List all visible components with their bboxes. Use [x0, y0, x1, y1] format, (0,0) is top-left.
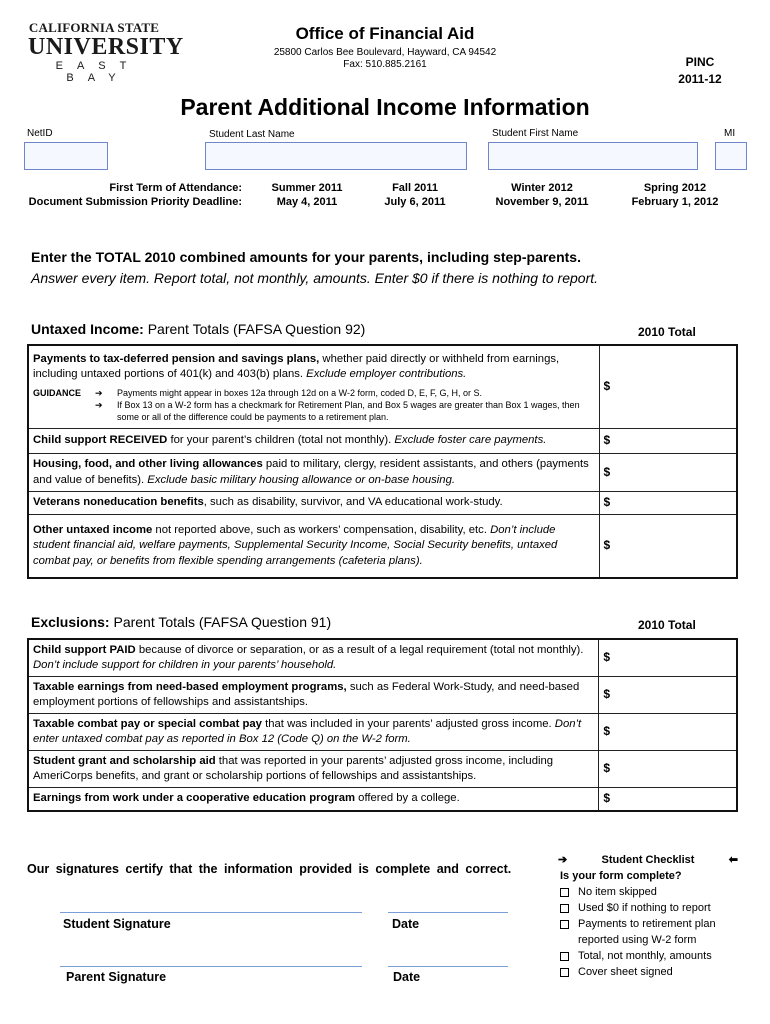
- row-bold: Child support PAID: [33, 643, 136, 656]
- row-description: [28, 345, 599, 429]
- row-description: [28, 639, 599, 677]
- certification-statement: Our signatures certify that the information provided is complete and correct.: [27, 862, 512, 876]
- row-bold: Payments to tax-deferred pension and savings plans,: [33, 352, 320, 365]
- term-name: Summer 2011: [271, 182, 343, 194]
- parent-signature-label: Parent Signature: [66, 970, 167, 984]
- row-text: that was included in your parents’ adjusted gross income.: [261, 717, 552, 730]
- mi-label: MI: [724, 128, 736, 139]
- instructions-line-1: Enter the TOTAL 2010 combined amounts for your parents, including step-parents.: [31, 249, 581, 265]
- checklist-item[interactable]: [558, 916, 738, 948]
- fax-line: Fax: 510.885.2161: [343, 59, 427, 70]
- table-row: [28, 677, 737, 714]
- amount-field[interactable]: $: [599, 677, 737, 714]
- term-summer: [252, 181, 362, 209]
- checklist-header: [558, 852, 738, 868]
- checklist-item-label: Cover sheet signed: [578, 966, 673, 978]
- row-italic: Don’t enter untaxed combat pay as reported in Box 12 (Code Q) on the W-2 form.: [33, 717, 582, 745]
- row-description: [28, 429, 599, 454]
- checklist-item-label: Total, not monthly, amounts: [578, 950, 712, 962]
- amount-field[interactable]: $: [599, 429, 737, 454]
- row-description: [28, 677, 599, 714]
- term-fall: [360, 181, 470, 209]
- checkbox-icon[interactable]: [560, 888, 569, 897]
- exclusions-table: [27, 638, 738, 812]
- checklist-question: Is your form complete?: [560, 870, 682, 882]
- parent-date-line[interactable]: [388, 966, 508, 967]
- amount-field[interactable]: $: [599, 492, 737, 515]
- row-text: that was reported in your parents’ adjusted gross income, including AmeriCorps benefits, and grant or scholarship portions of fellowships and assistantships.: [33, 754, 554, 782]
- term-labels: [20, 181, 242, 209]
- row-italic: Exclude basic military housing allowance or on-base housing.: [144, 473, 456, 486]
- guidance-block: [33, 387, 595, 423]
- row-bold: Other untaxed income: [33, 523, 153, 536]
- row-text: whether paid directly or withheld from earnings, including untaxed portions of 401(k) and 403(b) plans.: [33, 352, 560, 380]
- form-code-name: PINC: [685, 55, 715, 69]
- row-text: paid to military, clergy, resident assistants, and others (payments and value of benefits).: [33, 458, 589, 486]
- amount-field[interactable]: $: [599, 714, 737, 751]
- form-code: [660, 54, 740, 88]
- checklist-item-label: Used $0 if nothing to report: [578, 902, 711, 914]
- guidance-arrow-icons: ➔ ➔: [95, 387, 103, 410]
- untaxed-heading: [31, 321, 365, 337]
- row-description: [28, 788, 599, 812]
- term-name: Winter 2012: [511, 182, 573, 194]
- row-text: because of divorce or separation, or as a result of a legal requirement (total not monthly).: [135, 643, 584, 656]
- row-italic: Don’t include support for children in your parents’ household.: [33, 659, 337, 671]
- checkbox-icon[interactable]: [560, 920, 569, 929]
- guidance-line-2: If Box 13 on a W-2 form has a checkmark for Retirement Plan, and Box 5 wages are greater than Box 1 wages, then some or all of the difference could be payments to a retirement plan.: [117, 399, 580, 422]
- table-row: [28, 345, 737, 429]
- exclusions-heading: [31, 614, 331, 630]
- checkbox-icon[interactable]: [560, 904, 569, 913]
- logo-line-3: EAST BAY: [55, 60, 141, 84]
- amount-field[interactable]: $: [599, 515, 737, 579]
- exclusions-heading-bold: Exclusions:: [31, 614, 110, 630]
- student-signature-line[interactable]: [60, 912, 362, 913]
- address-line: 25800 Carlos Bee Boulevard, Hayward, CA 94542: [273, 47, 497, 58]
- table-row: [28, 429, 737, 454]
- row-bold: Student grant and scholarship aid: [33, 754, 216, 767]
- row-description: [28, 454, 599, 492]
- row-text: not reported above, such as workers’ compensation, disability, etc.: [152, 523, 487, 536]
- guidance-line-1: Payments might appear in boxes 12a through 12d on a W-2 form, coded D, E, F, G, H, or S.: [117, 387, 483, 398]
- term-deadline: July 6, 2011: [384, 196, 446, 208]
- exclusions-total-label: 2010 Total: [638, 618, 696, 632]
- row-bold: Child support RECEIVED: [33, 434, 168, 447]
- term-spring: [615, 181, 735, 209]
- term-deadline: November 9, 2011: [495, 196, 589, 208]
- office-title: Office of Financial Aid: [295, 24, 475, 43]
- amount-field[interactable]: $: [599, 454, 737, 492]
- amount-field[interactable]: $: [599, 345, 737, 429]
- checklist-item[interactable]: [558, 900, 738, 916]
- checklist-item[interactable]: [558, 964, 738, 980]
- checkbox-icon[interactable]: [560, 952, 569, 961]
- row-italic: Exclude foster care payments.: [391, 434, 547, 447]
- row-bold: Taxable combat pay or special combat pay: [33, 717, 262, 730]
- checklist-item-label: Payments to retirement plan reported using W-2 form: [578, 918, 716, 946]
- checkbox-icon[interactable]: [560, 968, 569, 977]
- amount-field[interactable]: $: [599, 751, 737, 788]
- table-row: [28, 515, 737, 579]
- amount-field[interactable]: $: [599, 788, 737, 812]
- untaxed-heading-rest: Parent Totals (FAFSA Question 92): [143, 321, 366, 337]
- row-description: [28, 714, 599, 751]
- row-bold: Taxable earnings from need-based employment programs,: [33, 680, 347, 693]
- term-deadline: May 4, 2011: [276, 196, 338, 208]
- row-italic: Don’t include student financial aid, welfare payments, Supplemental Security Income, Social Security benefits, untaxed combat pay, or benefits from flexible spending arrangements (cafeteria plans).: [33, 523, 558, 567]
- row-text: such as Federal Work-Study, and need-based employment portions of fellowships and assistantships.: [33, 680, 580, 708]
- checklist-title: Student Checklist: [601, 854, 695, 866]
- row-description: [28, 515, 599, 579]
- term-name: Spring 2012: [643, 182, 707, 194]
- row-bold: Housing, food, and other living allowances: [33, 458, 263, 470]
- instructions-line-2: Answer every item. Report total, not monthly, amounts. Enter $0 if there is nothing to report.: [31, 270, 599, 286]
- checklist-item-label: No item skipped: [578, 886, 657, 898]
- page-title: Parent Additional Income Information: [180, 94, 590, 120]
- table-row: [28, 454, 737, 492]
- netid-label: NetID: [27, 128, 53, 139]
- student-signature-label: Student Signature: [63, 917, 171, 931]
- mi-field[interactable]: [715, 142, 747, 170]
- table-row: [28, 714, 737, 751]
- untaxed-total-label: 2010 Total: [638, 325, 696, 339]
- table-row: [28, 788, 737, 812]
- row-bold: Earnings from work under a cooperative education program: [33, 792, 356, 805]
- arrow-right-icon: ➔: [558, 854, 568, 866]
- row-bold: Veterans noneducation benefits: [33, 496, 204, 509]
- checklist-item[interactable]: [558, 948, 738, 964]
- student-date-label: Date: [392, 917, 420, 931]
- logo-line-2: UNIVERSITY: [28, 34, 184, 60]
- amount-field[interactable]: $: [599, 639, 737, 677]
- row-text: offered by a college.: [355, 792, 460, 805]
- deadline-label: Document Submission Priority Deadline:: [28, 196, 242, 208]
- table-row: [28, 492, 737, 515]
- row-description: [28, 492, 599, 515]
- student-date-line[interactable]: [388, 912, 508, 913]
- row-text: for your parent’s children (total not monthly).: [167, 434, 392, 447]
- untaxed-heading-bold: Untaxed Income:: [31, 321, 144, 337]
- logo-line-1: CALIFORNIA STATE: [28, 20, 160, 35]
- student-checklist: [558, 852, 738, 980]
- netid-field[interactable]: [24, 142, 108, 170]
- row-text: , such as disability, survivor, and VA educational work-study.: [203, 496, 503, 509]
- first-name-label: Student First Name: [492, 128, 579, 139]
- row-description: [28, 751, 599, 788]
- arrow-left-icon: ⬅: [728, 854, 738, 866]
- checklist-item[interactable]: [558, 884, 738, 900]
- first-term-label: First Term of Attendance:: [109, 182, 242, 194]
- guidance-label: GUIDANCE: [33, 387, 82, 398]
- last-name-field[interactable]: [205, 142, 467, 170]
- parent-signature-line[interactable]: [60, 966, 362, 967]
- office-address: [0, 47, 770, 71]
- exclusions-heading-rest: Parent Totals (FAFSA Question 91): [109, 614, 332, 630]
- term-name: Fall 2011: [392, 182, 438, 194]
- row-italic: Exclude employer contributions.: [303, 368, 467, 380]
- first-name-field[interactable]: [488, 142, 698, 170]
- last-name-label: Student Last Name: [209, 129, 295, 140]
- table-row: [28, 639, 737, 677]
- form-code-year: 2011-12: [678, 72, 722, 86]
- term-deadline: February 1, 2012: [631, 196, 719, 208]
- term-winter: [477, 181, 607, 209]
- table-row: [28, 751, 737, 788]
- parent-date-label: Date: [393, 970, 421, 984]
- guidance-text: [117, 387, 595, 423]
- untaxed-table: [27, 344, 738, 579]
